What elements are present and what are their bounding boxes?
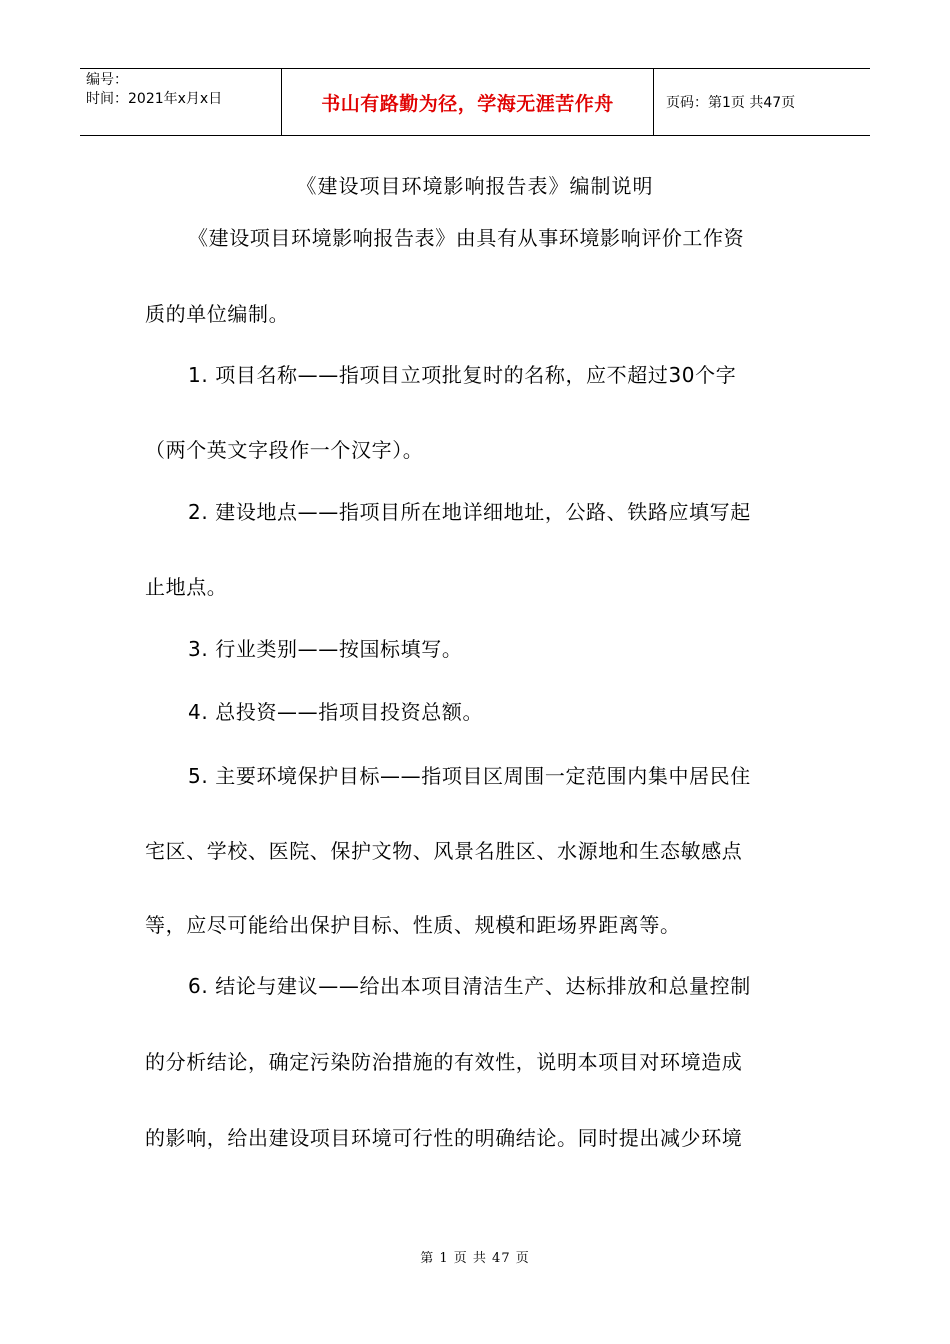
document-header	[80, 68, 870, 136]
paragraph-line: 的影响，给出建设项目环境可行性的明确结论。同时提出减少环境	[145, 1126, 743, 1150]
paragraph-line: 3. 行业类别——按国标填写。	[188, 637, 463, 661]
paragraph-line: 止地点。	[145, 575, 228, 599]
document-number-label: 编号：	[86, 72, 128, 88]
paragraph-line: （两个英文字段作一个汉字）。	[145, 438, 424, 462]
paragraph-line: 质的单位编制。	[145, 302, 290, 326]
header-meta	[80, 69, 281, 135]
header-page-cell	[654, 69, 870, 135]
header-motto: 书山有路勤为径，学海无涯苦作舟	[321, 92, 614, 115]
paragraph-line: 5. 主要环境保护目标——指项目区周围一定范围内集中居民住	[188, 764, 751, 788]
paragraph-line: 6. 结论与建议——给出本项目清洁生产、达标排放和总量控制	[188, 974, 751, 998]
header-motto-cell	[281, 69, 654, 135]
document-title: 《建设项目环境影响报告表》编制说明	[296, 174, 654, 198]
document-date-label: 时间：2021年x月x日	[86, 91, 223, 107]
paragraph-line: 《建设项目环境影响报告表》由具有从事环境影响评价工作资	[188, 226, 745, 250]
paragraph-line: 1. 项目名称——指项目立项批复时的名称，应不超过30个字	[188, 363, 737, 387]
paragraph-line: 宅区、学校、医院、保护文物、风景名胜区、水源地和生态敏感点	[145, 839, 743, 863]
page-footer: 第 1 页 共 47 页	[420, 1251, 530, 1266]
paragraph-line: 的分析结论，确定污染防治措施的有效性，说明本项目对环境造成	[145, 1050, 743, 1074]
header-page-info: 页码：第1页 共47页	[666, 95, 796, 111]
paragraph-line: 等，应尽可能给出保护目标、性质、规模和距场界距离等。	[145, 913, 681, 937]
paragraph-line: 2. 建设地点——指项目所在地详细地址，公路、铁路应填写起	[188, 500, 751, 524]
paragraph-line: 4. 总投资——指项目投资总额。	[188, 700, 484, 724]
